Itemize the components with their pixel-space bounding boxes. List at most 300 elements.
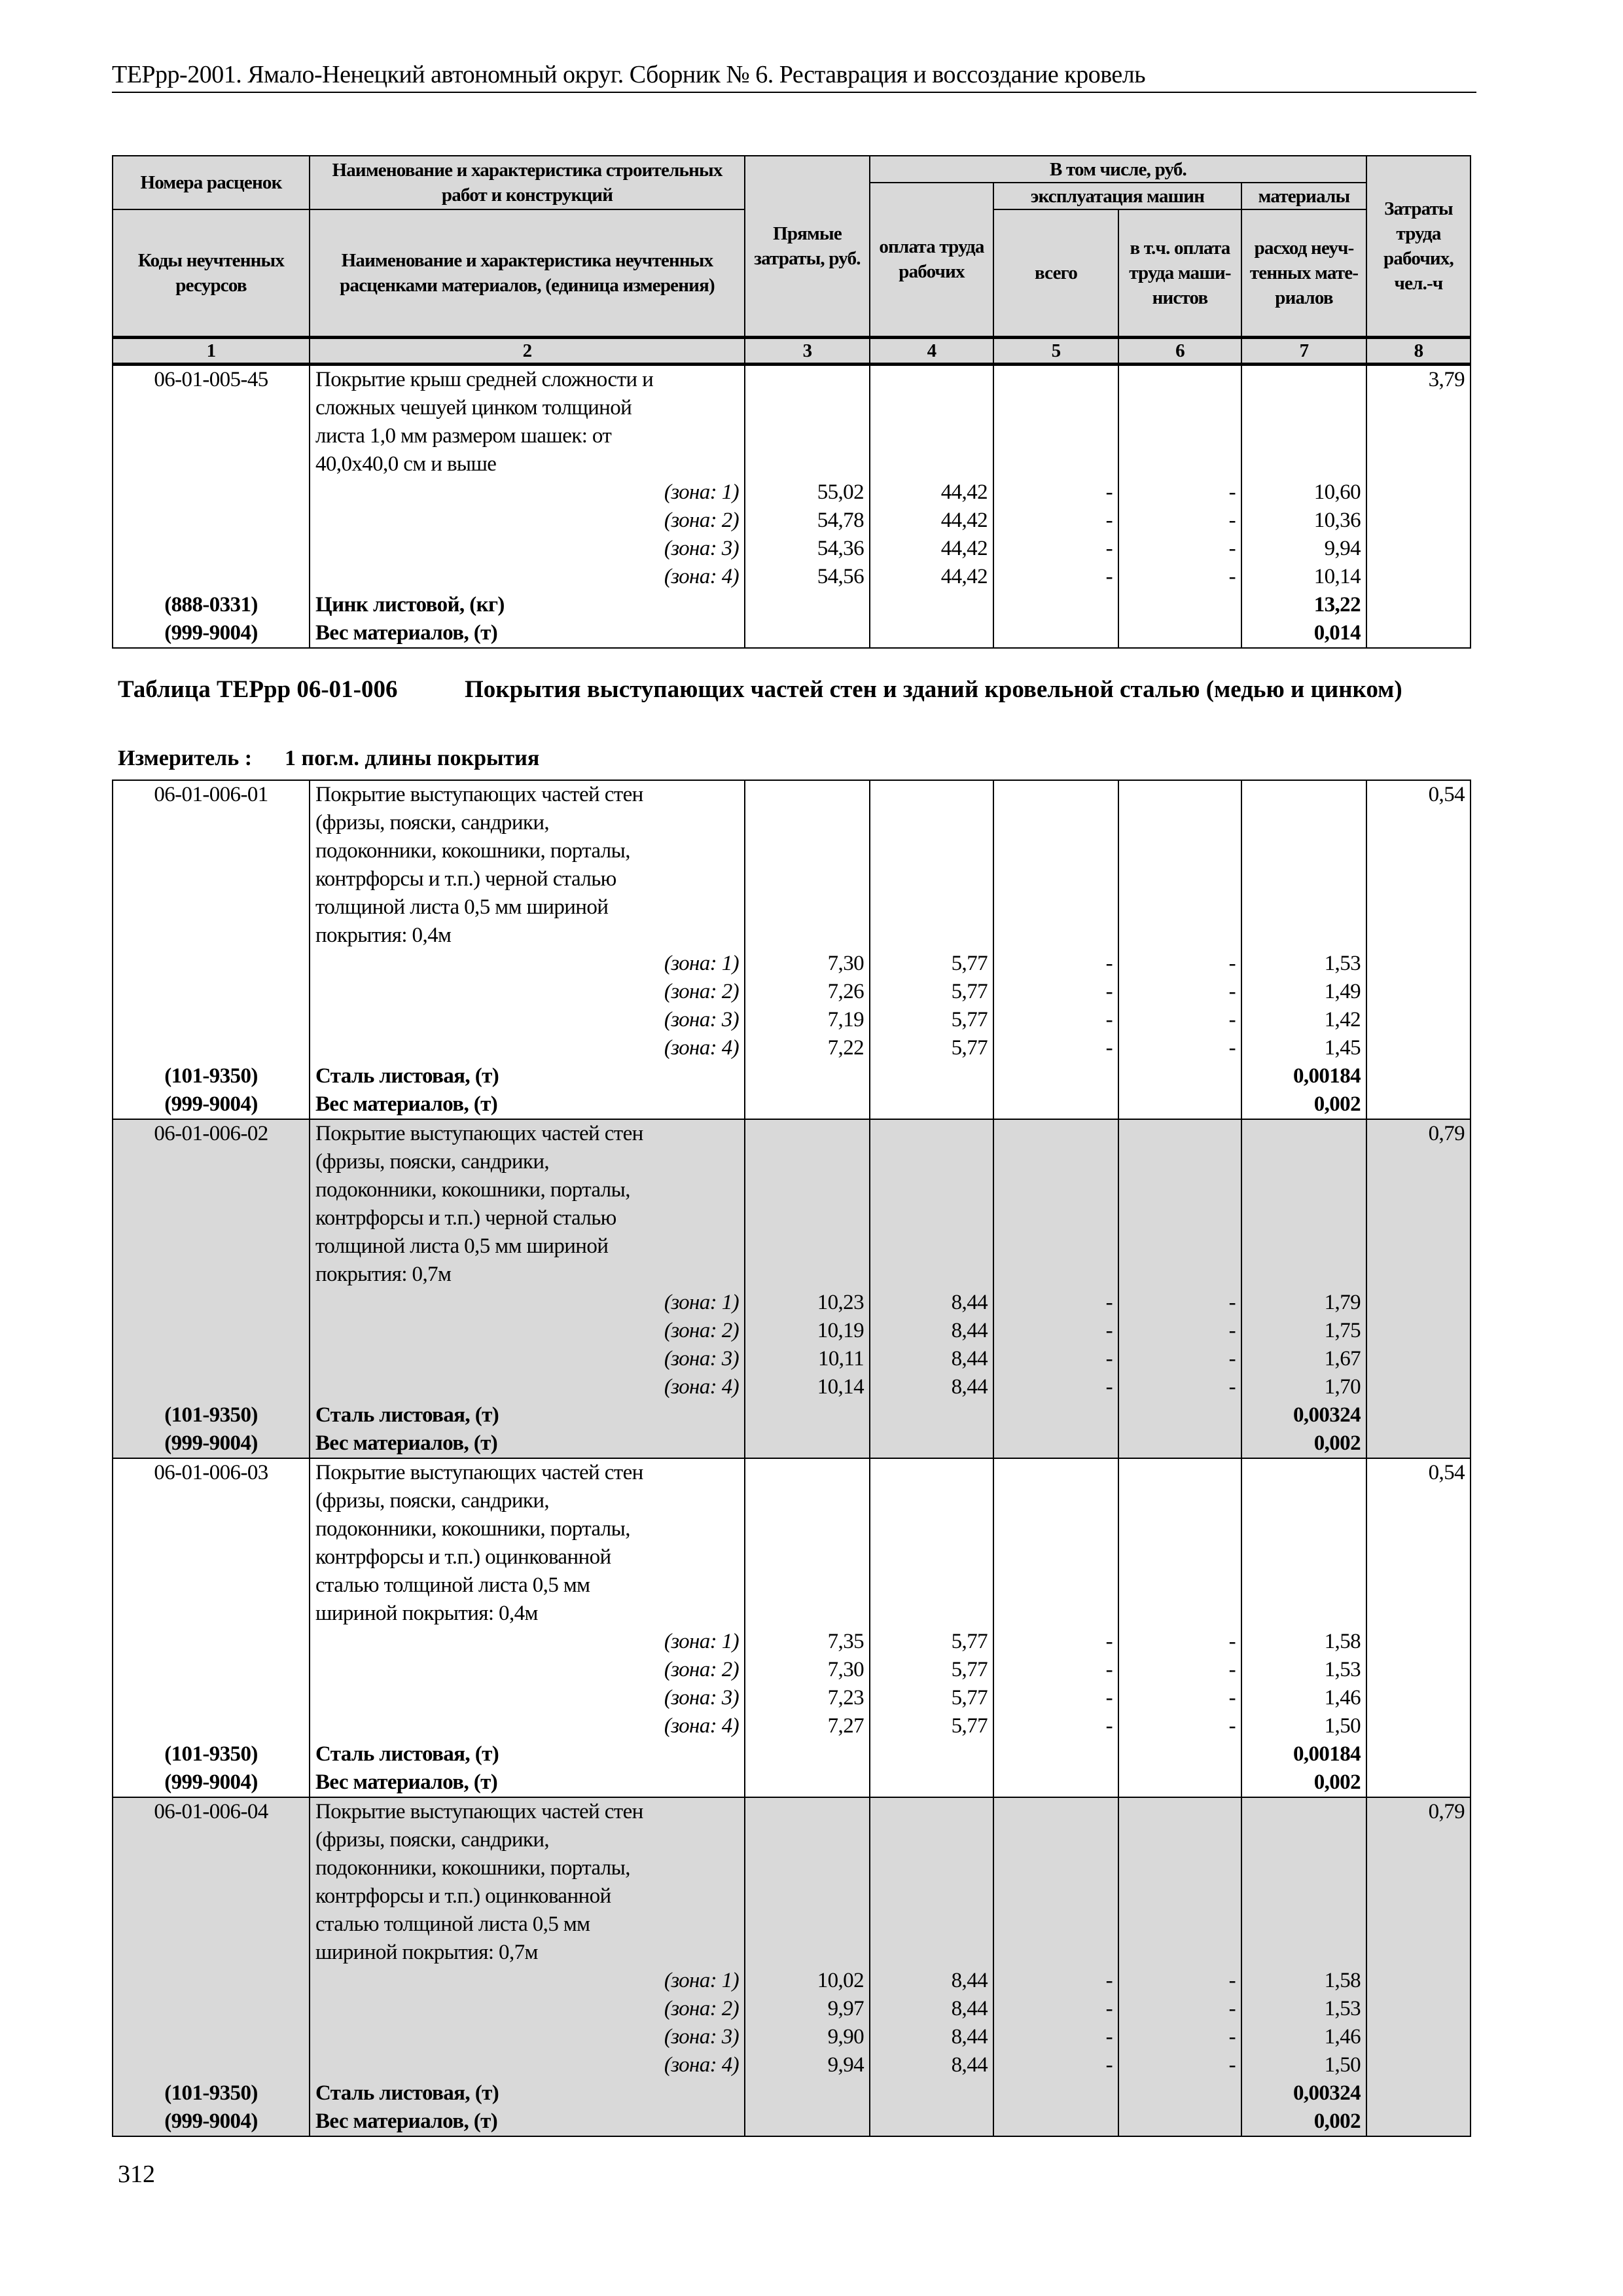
worker-pay: 8,44: [870, 1317, 993, 1345]
machines-total: -: [993, 1684, 1118, 1712]
empty-cell: [870, 422, 993, 450]
col-num: 6: [1118, 337, 1241, 364]
worker-pay: 8,44: [870, 1289, 993, 1317]
table-row: [113, 1515, 1471, 1543]
machines-total: -: [993, 2023, 1118, 2051]
zone-label: (зона: 2): [310, 1995, 745, 2023]
zone-row: [113, 1373, 1471, 1401]
empty-cell: [1241, 1854, 1366, 1882]
worker-pay: 8,44: [870, 1967, 993, 1995]
worker-pay: 5,77: [870, 950, 993, 978]
empty-cell: [113, 978, 310, 1006]
labor-hours: 0,79: [1366, 1119, 1471, 1148]
worker-pay: 44,42: [870, 535, 993, 563]
rate-code: [113, 809, 310, 837]
empty-cell: [745, 619, 870, 648]
zone-row: [113, 1006, 1471, 1034]
empty-cell: [993, 1458, 1118, 1487]
rate-description-line: Покрытие крыш средней сложности и: [310, 364, 745, 394]
empty-cell: [1118, 1090, 1241, 1119]
empty-cell: [1366, 1684, 1471, 1712]
material-usage: 0,00324: [1241, 2079, 1366, 2108]
rate-description-line: шириной покрытия: 0,4м: [310, 1600, 745, 1628]
machinist-pay: -: [1118, 478, 1241, 507]
machines-total: -: [993, 1289, 1118, 1317]
empty-cell: [993, 1543, 1118, 1571]
empty-cell: [870, 1429, 993, 1458]
labor-hours: 3,79: [1366, 364, 1471, 394]
empty-cell: [870, 364, 993, 394]
zone-row: [113, 1034, 1471, 1062]
empty-cell: [993, 422, 1118, 450]
resource-code: (101-9350): [113, 1401, 310, 1429]
empty-cell: [1118, 1797, 1241, 1826]
empty-cell: [1241, 1204, 1366, 1232]
rate-code: [113, 1232, 310, 1261]
labor-hours: [1366, 893, 1471, 922]
empty-cell: [1118, 1232, 1241, 1261]
empty-cell: [113, 1684, 310, 1712]
zone-row: [113, 478, 1471, 507]
measure-value: 1 пог.м. длины покрытия: [285, 746, 540, 770]
empty-cell: [1118, 1910, 1241, 1939]
empty-cell: [745, 1458, 870, 1487]
table-row: [113, 780, 1471, 809]
empty-cell: [1241, 922, 1366, 950]
empty-cell: [870, 1797, 993, 1826]
zone-label: (зона: 4): [310, 1712, 745, 1740]
labor-hours: [1366, 809, 1471, 837]
col-num: 3: [745, 337, 870, 364]
empty-cell: [1118, 865, 1241, 893]
table-row: [113, 1882, 1471, 1910]
machinist-pay: -: [1118, 507, 1241, 535]
material-name: Сталь листовая, (т): [310, 2079, 745, 2108]
empty-cell: [1118, 1204, 1241, 1232]
table-header: [113, 156, 1471, 364]
machinist-pay: -: [1118, 1628, 1241, 1656]
rate-code: [113, 1571, 310, 1600]
empty-cell: [870, 809, 993, 837]
material-usage: 0,00184: [1241, 1740, 1366, 1768]
col-num: 1: [113, 337, 310, 364]
empty-cell: [1118, 1261, 1241, 1289]
direct-costs: 9,97: [745, 1995, 870, 2023]
direct-costs: 7,30: [745, 950, 870, 978]
materials-cost: 10,60: [1241, 478, 1366, 507]
empty-cell: [113, 1712, 310, 1740]
machines-total: -: [993, 507, 1118, 535]
rate-description-line: контрфорсы и т.п.) оцинкованной: [310, 1543, 745, 1571]
labor-hours: 0,54: [1366, 1458, 1471, 1487]
empty-cell: [1241, 1148, 1366, 1176]
rate-code: [113, 1826, 310, 1854]
zone-label: (зона: 2): [310, 978, 745, 1006]
material-row: [113, 2108, 1471, 2136]
empty-cell: [1366, 1628, 1471, 1656]
machinist-pay: -: [1118, 1684, 1241, 1712]
rate-description-line: сталью толщиной листа 0,5 мм: [310, 1571, 745, 1600]
empty-cell: [745, 1515, 870, 1543]
empty-cell: [745, 591, 870, 619]
material-usage: 0,014: [1241, 619, 1366, 648]
zone-row: [113, 1628, 1471, 1656]
empty-cell: [993, 1797, 1118, 1826]
rate-code: [113, 1600, 310, 1628]
table-row: [113, 1148, 1471, 1176]
direct-costs: 10,14: [745, 1373, 870, 1401]
table-row: [113, 809, 1471, 837]
empty-cell: [870, 1740, 993, 1768]
worker-pay: 5,77: [870, 1034, 993, 1062]
worker-pay: 5,77: [870, 1656, 993, 1684]
machinist-pay: -: [1118, 1034, 1241, 1062]
direct-costs: 10,02: [745, 1967, 870, 1995]
zone-row: [113, 950, 1471, 978]
direct-costs: 54,78: [745, 507, 870, 535]
empty-cell: [993, 619, 1118, 648]
worker-pay: 44,42: [870, 563, 993, 591]
rate-block: [113, 1458, 1471, 1797]
rate-block: [113, 364, 1471, 648]
material-name: Вес материалов, (т): [310, 1429, 745, 1458]
worker-pay: 5,77: [870, 1712, 993, 1740]
resource-code: (101-9350): [113, 1062, 310, 1090]
empty-cell: [1118, 591, 1241, 619]
materials-cost: 9,94: [1241, 535, 1366, 563]
empty-cell: [1366, 1289, 1471, 1317]
rate-description-line: сталью толщиной листа 0,5 мм: [310, 1910, 745, 1939]
rate-code: [113, 893, 310, 922]
worker-pay: 8,44: [870, 1995, 993, 2023]
materials-cost: 1,75: [1241, 1317, 1366, 1345]
zone-label: (зона: 4): [310, 563, 745, 591]
machinist-pay: -: [1118, 535, 1241, 563]
empty-cell: [1366, 1656, 1471, 1684]
rate-description-line: листа 1,0 мм размером шашек: от: [310, 422, 745, 450]
empty-cell: [1241, 1826, 1366, 1854]
empty-cell: [1118, 1515, 1241, 1543]
material-usage: 13,22: [1241, 591, 1366, 619]
empty-cell: [1241, 1261, 1366, 1289]
zone-label: (зона: 1): [310, 1628, 745, 1656]
rate-description-line: контрфорсы и т.п.) черной сталью: [310, 865, 745, 893]
table-row: [113, 1939, 1471, 1967]
empty-cell: [993, 893, 1118, 922]
material-name: Цинк листовой, (кг): [310, 591, 745, 619]
labor-hours: [1366, 1232, 1471, 1261]
empty-cell: [870, 591, 993, 619]
table-row: [113, 394, 1471, 422]
zone-label: (зона: 4): [310, 1373, 745, 1401]
rate-block: [113, 1119, 1471, 1458]
rate-block: [113, 1797, 1471, 2136]
table-row: [113, 1826, 1471, 1854]
empty-cell: [1118, 2108, 1241, 2136]
rate-description-line: Покрытие выступающих частей стен: [310, 780, 745, 809]
empty-cell: [1366, 1401, 1471, 1429]
empty-cell: [1118, 1119, 1241, 1148]
material-name: Вес материалов, (т): [310, 1768, 745, 1797]
header-direct-costs: Прямые затраты, руб.: [745, 156, 870, 337]
empty-cell: [870, 1148, 993, 1176]
empty-cell: [745, 1090, 870, 1119]
machines-total: -: [993, 1345, 1118, 1373]
materials-cost: 1,50: [1241, 1712, 1366, 1740]
empty-cell: [1366, 1317, 1471, 1345]
worker-pay: 8,44: [870, 1373, 993, 1401]
empty-cell: [113, 478, 310, 507]
empty-cell: [993, 922, 1118, 950]
material-row: [113, 2079, 1471, 2108]
rate-description-line: (фризы, пояски, сандрики,: [310, 809, 745, 837]
empty-cell: [1118, 809, 1241, 837]
empty-cell: [1366, 619, 1471, 648]
empty-cell: [1241, 422, 1366, 450]
empty-cell: [113, 1034, 310, 1062]
zone-label: (зона: 3): [310, 535, 745, 563]
machines-total: -: [993, 2051, 1118, 2079]
machinist-pay: -: [1118, 2051, 1241, 2079]
running-header: ТЕРрр-2001. Ямало-Ненецкий автономный округ. Сборник № 6. Реставрация и воссоздание кровель: [112, 61, 1146, 88]
materials-cost: 10,36: [1241, 507, 1366, 535]
empty-cell: [993, 394, 1118, 422]
empty-cell: [1366, 2079, 1471, 2108]
empty-cell: [113, 2051, 310, 2079]
empty-cell: [113, 1373, 310, 1401]
header-resource-codes: Коды неучтенных ресурсов: [113, 209, 310, 337]
material-row: [113, 1062, 1471, 1090]
material-usage: 0,002: [1241, 1090, 1366, 1119]
rate-code: 06-01-005-45: [113, 364, 310, 394]
zone-label: (зона: 4): [310, 1034, 745, 1062]
direct-costs: 7,30: [745, 1656, 870, 1684]
rate-code: 06-01-006-04: [113, 1797, 310, 1826]
empty-cell: [993, 1119, 1118, 1148]
zone-row: [113, 2051, 1471, 2079]
empty-cell: [870, 1543, 993, 1571]
empty-cell: [1366, 1373, 1471, 1401]
empty-cell: [1366, 1034, 1471, 1062]
empty-cell: [1366, 2108, 1471, 2136]
empty-cell: [993, 1204, 1118, 1232]
empty-cell: [993, 837, 1118, 865]
empty-cell: [1241, 1882, 1366, 1910]
empty-cell: [993, 2079, 1118, 2108]
labor-hours: [1366, 1261, 1471, 1289]
rate-description-line: (фризы, пояски, сандрики,: [310, 1826, 745, 1854]
empty-cell: [745, 364, 870, 394]
empty-cell: [993, 1062, 1118, 1090]
empty-cell: [1118, 364, 1241, 394]
empty-cell: [1118, 1768, 1241, 1797]
labor-hours: [1366, 922, 1471, 950]
empty-cell: [113, 1317, 310, 1345]
header-material-usage: расход неуч-тенных мате-риалов: [1241, 209, 1366, 337]
rate-code: [113, 1854, 310, 1882]
table-row: [113, 1204, 1471, 1232]
empty-cell: [1241, 1543, 1366, 1571]
resource-code: (999-9004): [113, 619, 310, 648]
direct-costs: 7,27: [745, 1712, 870, 1740]
empty-cell: [745, 1487, 870, 1515]
materials-cost: 1,53: [1241, 1656, 1366, 1684]
rate-code: [113, 1543, 310, 1571]
empty-cell: [1366, 1740, 1471, 1768]
measure-label: Измеритель :: [118, 746, 253, 770]
rate-code: [113, 1882, 310, 1910]
machines-total: -: [993, 1656, 1118, 1684]
empty-cell: [993, 1487, 1118, 1515]
labor-hours: [1366, 394, 1471, 422]
rate-description-line: подоконники, кокошники, порталы,: [310, 837, 745, 865]
empty-cell: [745, 1854, 870, 1882]
zone-row: [113, 507, 1471, 535]
empty-cell: [113, 563, 310, 591]
empty-cell: [745, 1740, 870, 1768]
table-row: [113, 893, 1471, 922]
empty-cell: [1366, 1345, 1471, 1373]
empty-cell: [1366, 507, 1471, 535]
empty-cell: [745, 1768, 870, 1797]
labor-hours: 0,54: [1366, 780, 1471, 809]
machinist-pay: -: [1118, 1995, 1241, 2023]
direct-costs: 54,36: [745, 535, 870, 563]
machines-total: -: [993, 478, 1118, 507]
table-row: [113, 865, 1471, 893]
empty-cell: [745, 865, 870, 893]
table-row: [113, 1261, 1471, 1289]
empty-cell: [113, 507, 310, 535]
rate-code: [113, 865, 310, 893]
machines-total: -: [993, 535, 1118, 563]
table-row: [113, 1910, 1471, 1939]
empty-cell: [1366, 950, 1471, 978]
empty-cell: [993, 1939, 1118, 1967]
rate-code: 06-01-006-01: [113, 780, 310, 809]
machinist-pay: -: [1118, 1345, 1241, 1373]
worker-pay: 5,77: [870, 1006, 993, 1034]
empty-cell: [745, 422, 870, 450]
direct-costs: 10,23: [745, 1289, 870, 1317]
zone-row: [113, 1345, 1471, 1373]
empty-cell: [113, 1628, 310, 1656]
rate-description-line: подоконники, кокошники, порталы,: [310, 1515, 745, 1543]
rates-table-2: [112, 780, 1471, 2137]
rate-description-line: подоконники, кокошники, порталы,: [310, 1854, 745, 1882]
zone-label: (зона: 3): [310, 1345, 745, 1373]
zone-row: [113, 1289, 1471, 1317]
rate-code: [113, 922, 310, 950]
empty-cell: [993, 780, 1118, 809]
empty-cell: [993, 809, 1118, 837]
materials-cost: 1,50: [1241, 2051, 1366, 2079]
empty-cell: [1366, 591, 1471, 619]
empty-cell: [1366, 1090, 1471, 1119]
empty-cell: [745, 2079, 870, 2108]
table-row: [113, 1543, 1471, 1571]
labor-hours: [1366, 865, 1471, 893]
empty-cell: [870, 1487, 993, 1515]
material-name: Сталь листовая, (т): [310, 1401, 745, 1429]
machines-total: -: [993, 1712, 1118, 1740]
empty-cell: [993, 1429, 1118, 1458]
empty-cell: [113, 535, 310, 563]
material-row: [113, 1429, 1471, 1458]
rates-table-1: [112, 155, 1471, 649]
machines-total: -: [993, 1628, 1118, 1656]
direct-costs: 7,35: [745, 1628, 870, 1656]
page-number: 312: [118, 2161, 155, 2188]
worker-pay: 44,42: [870, 478, 993, 507]
empty-cell: [993, 1882, 1118, 1910]
empty-cell: [1241, 1797, 1366, 1826]
rate-description-line: подоконники, кокошники, порталы,: [310, 1176, 745, 1204]
empty-cell: [993, 591, 1118, 619]
empty-cell: [745, 2108, 870, 2136]
empty-cell: [870, 922, 993, 950]
empty-cell: [1241, 1458, 1366, 1487]
header-materials: материалы: [1241, 183, 1366, 209]
empty-cell: [993, 1826, 1118, 1854]
rate-code: [113, 394, 310, 422]
direct-costs: 7,19: [745, 1006, 870, 1034]
rate-description-line: толщиной листа 0,5 мм шириной: [310, 893, 745, 922]
machinist-pay: -: [1118, 1006, 1241, 1034]
table-row: [113, 1854, 1471, 1882]
table-row: [113, 422, 1471, 450]
empty-cell: [1118, 1543, 1241, 1571]
empty-cell: [1118, 837, 1241, 865]
empty-cell: [1118, 1882, 1241, 1910]
header-labor-costs: Затраты труда рабочих, чел.-ч: [1366, 156, 1471, 337]
table-row: [113, 922, 1471, 950]
empty-cell: [1118, 1401, 1241, 1429]
machines-total: -: [993, 1995, 1118, 2023]
rate-code: [113, 1487, 310, 1515]
machines-total: -: [993, 1034, 1118, 1062]
empty-cell: [993, 865, 1118, 893]
machinist-pay: -: [1118, 1656, 1241, 1684]
empty-cell: [1241, 394, 1366, 422]
empty-cell: [1366, 2023, 1471, 2051]
rate-code: [113, 1515, 310, 1543]
empty-cell: [870, 1176, 993, 1204]
resource-code: (999-9004): [113, 1429, 310, 1458]
empty-cell: [1118, 1826, 1241, 1854]
rate-block: [113, 780, 1471, 1119]
rate-description-line: Покрытие выступающих частей стен: [310, 1458, 745, 1487]
table-row: [113, 1176, 1471, 1204]
table-row: [113, 1487, 1471, 1515]
empty-cell: [993, 1176, 1118, 1204]
header-material-name: Наименование и характеристика неучтенных расценками материалов, (единица измерения): [310, 209, 745, 337]
worker-pay: 8,44: [870, 1345, 993, 1373]
zone-label: (зона: 2): [310, 1317, 745, 1345]
empty-cell: [1366, 1712, 1471, 1740]
labor-hours: [1366, 837, 1471, 865]
empty-cell: [993, 1571, 1118, 1600]
materials-cost: 1,79: [1241, 1289, 1366, 1317]
direct-costs: 10,19: [745, 1317, 870, 1345]
empty-cell: [870, 1515, 993, 1543]
empty-cell: [745, 1543, 870, 1571]
zone-label: (зона: 4): [310, 2051, 745, 2079]
material-name: Вес материалов, (т): [310, 619, 745, 648]
col-num: 7: [1241, 337, 1366, 364]
materials-cost: 1,53: [1241, 950, 1366, 978]
zone-row: [113, 1967, 1471, 1995]
